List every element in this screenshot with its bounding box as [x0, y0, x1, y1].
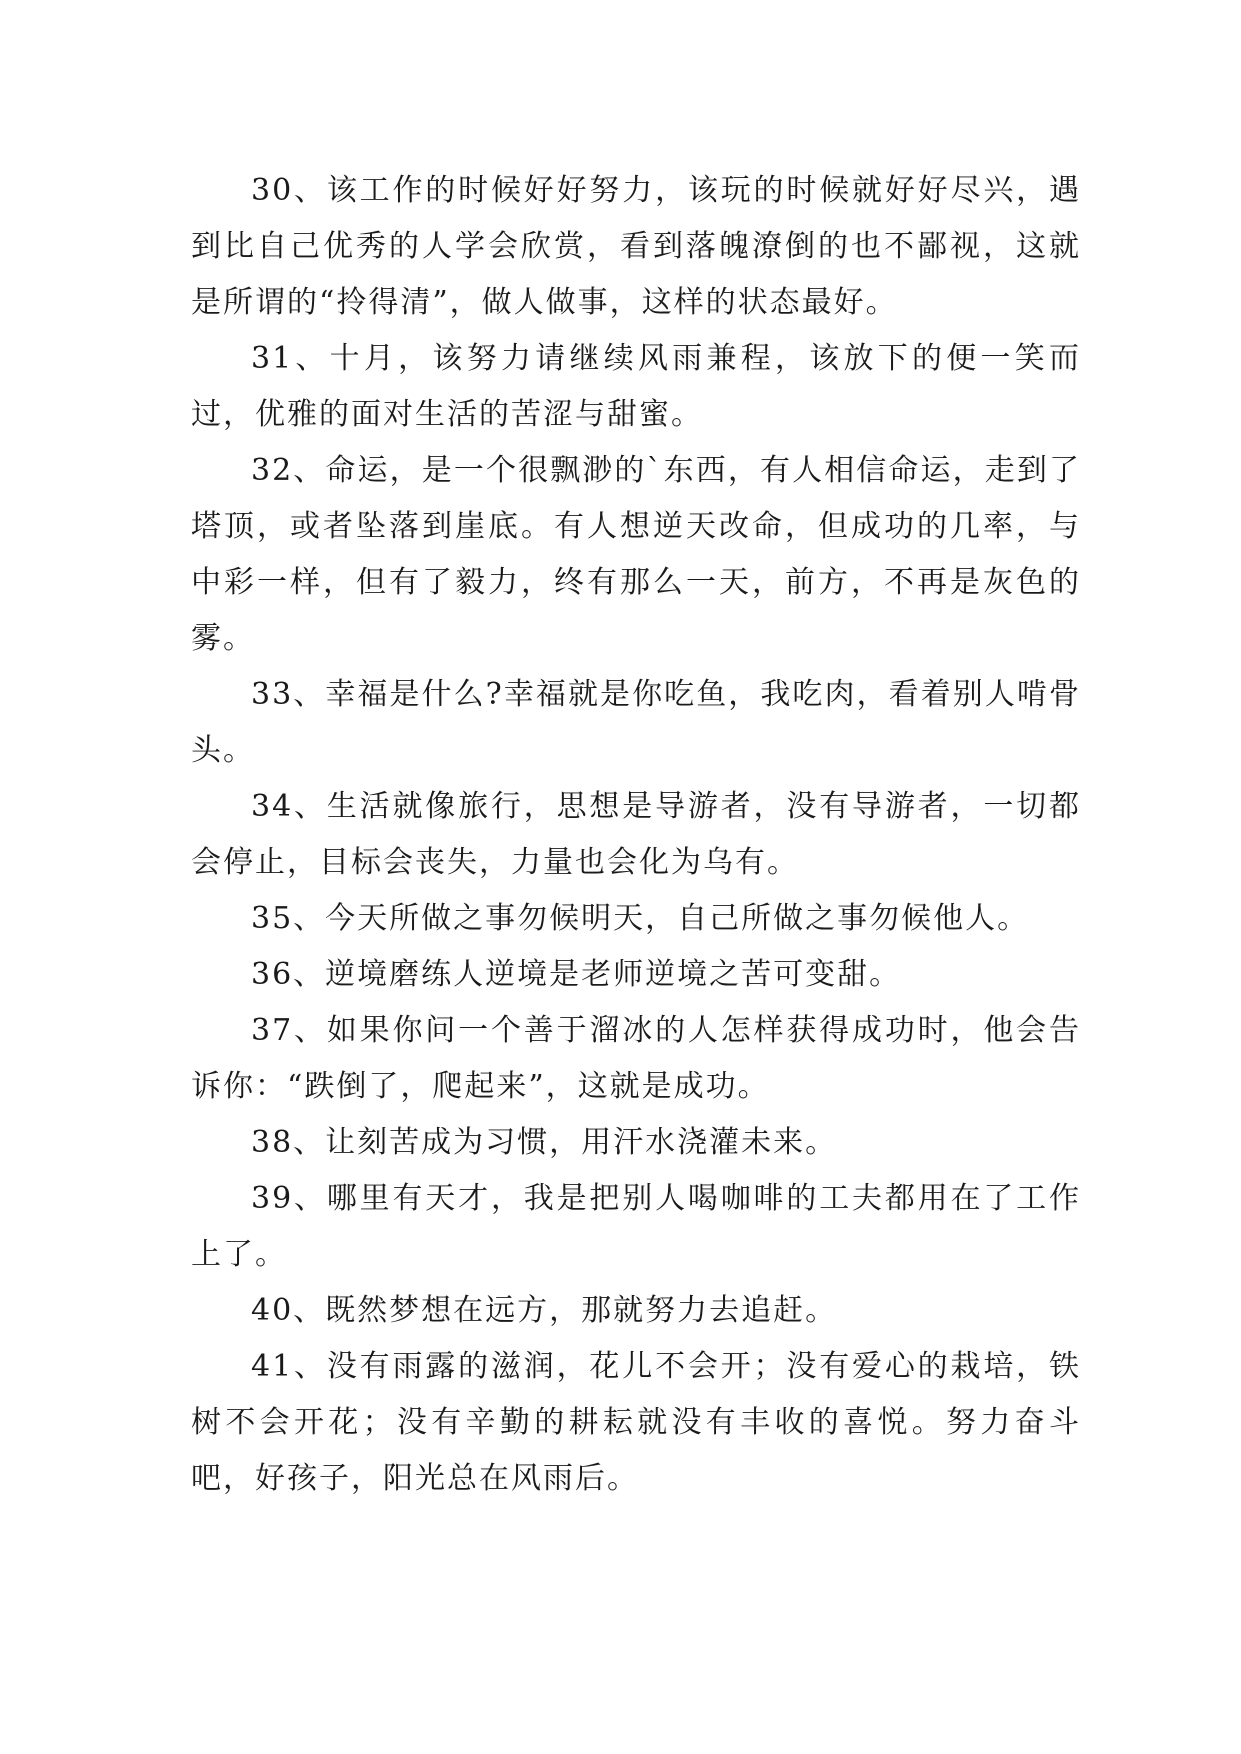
paragraph-31: 31、十月，该努力请继续风雨兼程，该放下的便一笑而过，优雅的面对生活的苦涩与甜蜜。 [191, 341, 1081, 432]
paragraph-32: 32、命运，是一个很飘渺的`东西，有人相信命运，走到了塔顶，或者坠落到崖底。有人想逆天改命，但成功的几率，与中彩一样，但有了毅力，终有那么一天，前方，不再是灰色的雾。 [191, 453, 1081, 656]
paragraph-34: 34、生活就像旅行，思想是导游者，没有导游者，一切都会停止，目标会丧失，力量也会化为乌有。 [191, 789, 1081, 880]
paragraph-38: 38、让刻苦成为习惯，用汗水浇灌未来。 [251, 1125, 838, 1160]
paragraph-40: 40、既然梦想在远方，那就努力去追赶。 [251, 1293, 838, 1328]
paragraph-39: 39、哪里有天才，我是把别人喝咖啡的工夫都用在了工作上了。 [191, 1181, 1081, 1272]
paragraph-35: 35、今天所做之事勿候明天，自己所做之事勿候他人。 [251, 901, 1030, 936]
paragraph-33: 33、幸福是什么?幸福就是你吃鱼，我吃肉，看着别人啃骨头。 [191, 677, 1081, 768]
paragraph-37: 37、如果你问一个善于溜冰的人怎样获得成功时，他会告诉你：“跌倒了，爬起来”，这就是成功。 [191, 1013, 1081, 1104]
paragraph-36: 36、逆境磨练人逆境是老师逆境之苦可变甜。 [251, 957, 902, 992]
document-body [191, 163, 1081, 1507]
paragraph-41: 41、没有雨露的滋润，花儿不会开；没有爱心的栽培，铁树不会开花；没有辛勤的耕耘就没有丰收的喜悦。努力奋斗吧，好孩子，阳光总在风雨后。 [191, 1349, 1081, 1496]
paragraph-30: 30、该工作的时候好好努力，该玩的时候就好好尽兴，遇到比自己优秀的人学会欣赏，看到落魄潦倒的也不鄙视，这就是所谓的“拎得清”，做人做事，这样的状态最好。 [191, 173, 1081, 320]
